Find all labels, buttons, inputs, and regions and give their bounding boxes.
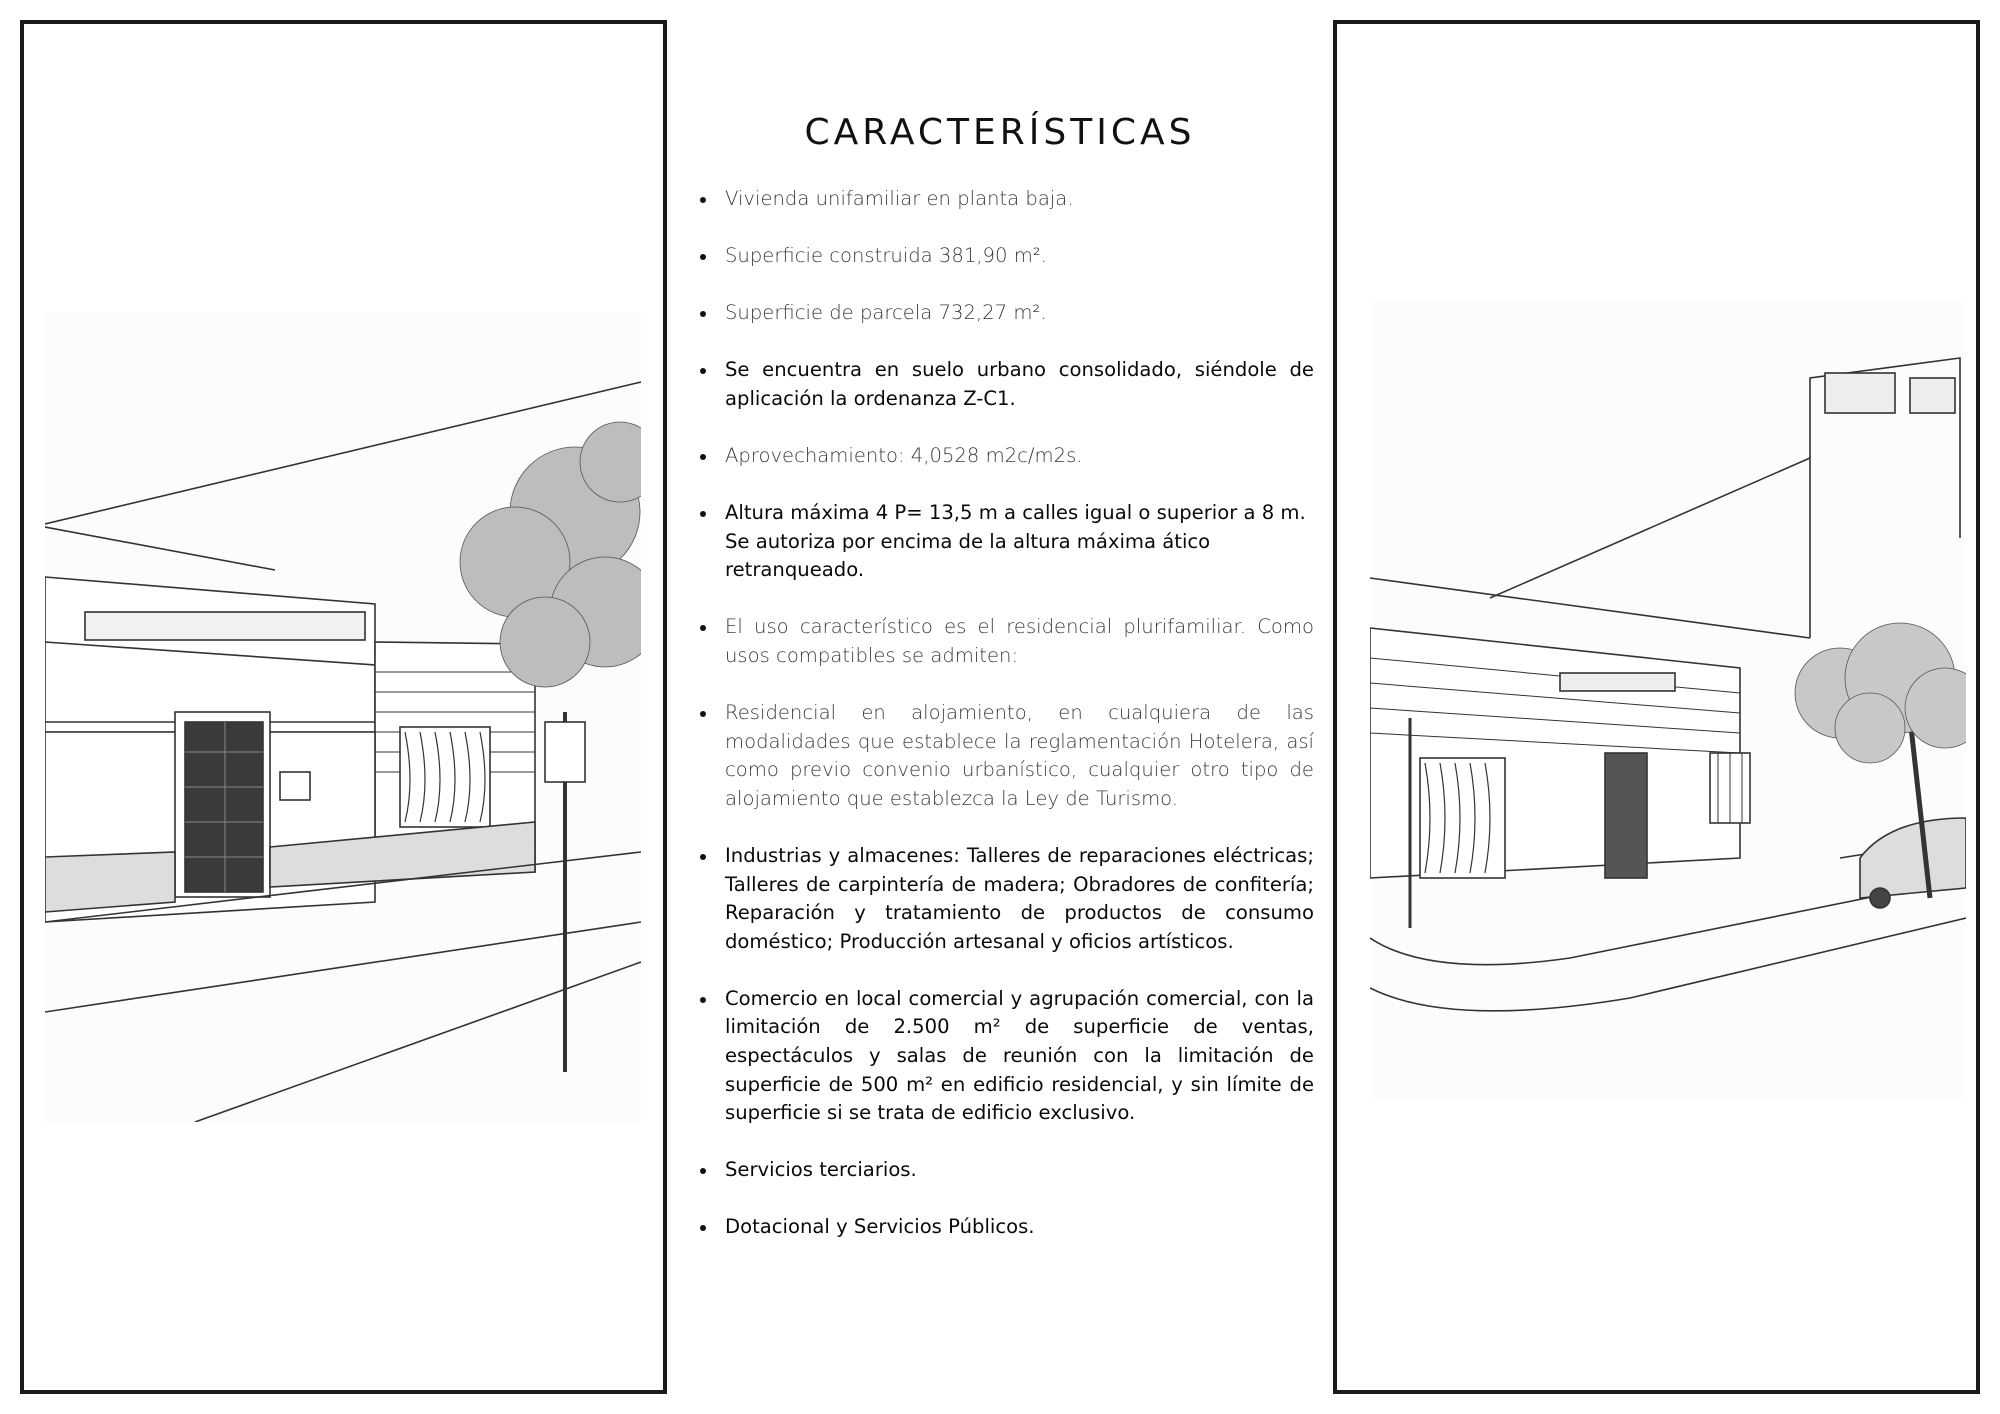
features-list (700, 185, 1314, 1270)
house-front-sketch-image (45, 312, 641, 1122)
list-item: Superficie de parcela 732,27 m². (700, 299, 1314, 328)
list-item: Residencial en alojamiento, en cualquiera de las modalidades que establece la reglamentación Hotelera, así como previo convenio urbanístico, cualquier otro tipo de alojamiento que establezca la Ley de Turismo. (700, 699, 1314, 813)
list-item: Dotacional y Servicios Públicos. (700, 1213, 1314, 1242)
list-item: Servicios terciarios. (700, 1156, 1314, 1185)
house-corner-sketch-image (1370, 298, 1966, 1098)
house-front-sketch-illustration (45, 312, 641, 1122)
page-title: CARACTERÍSTICAS (804, 112, 1196, 153)
list-item: Se encuentra en suelo urbano consolidado, siéndole de aplicación la ordenanza Z-C1. (700, 356, 1314, 413)
house-corner-sketch-illustration (1370, 298, 1966, 1098)
list-item: El uso característico es el residencial plurifamiliar. Como usos compatibles se admiten: (700, 613, 1314, 670)
list-item: Comercio en local comercial y agrupación comercial, con la limitación de 2.500 m² de superficie de ventas, espectáculos y salas de reunión con la limitación de superficie de 500 m² en edificio residencial, y sin límite de superficie si se trata de edificio exclusivo. (700, 985, 1314, 1128)
list-item: Industrias y almacenes: Talleres de reparaciones eléctricas; Talleres de carpintería de madera; Obradores de confitería; Reparación y tratamiento de productos de consumo doméstico; Producción artesanal y oficios artísticos. (700, 842, 1314, 956)
list-item: Altura máxima 4 P= 13,5 m a calles igual o superior a 8 m. Se autoriza por encima de la altura máxima ático retranqueado. (700, 499, 1314, 585)
list-item: Vivienda unifamiliar en planta baja. (700, 185, 1314, 214)
list-item: Superficie construida 381,90 m². (700, 242, 1314, 271)
list-item: Aprovechamiento: 4,0528 m2c/m2s. (700, 442, 1314, 471)
